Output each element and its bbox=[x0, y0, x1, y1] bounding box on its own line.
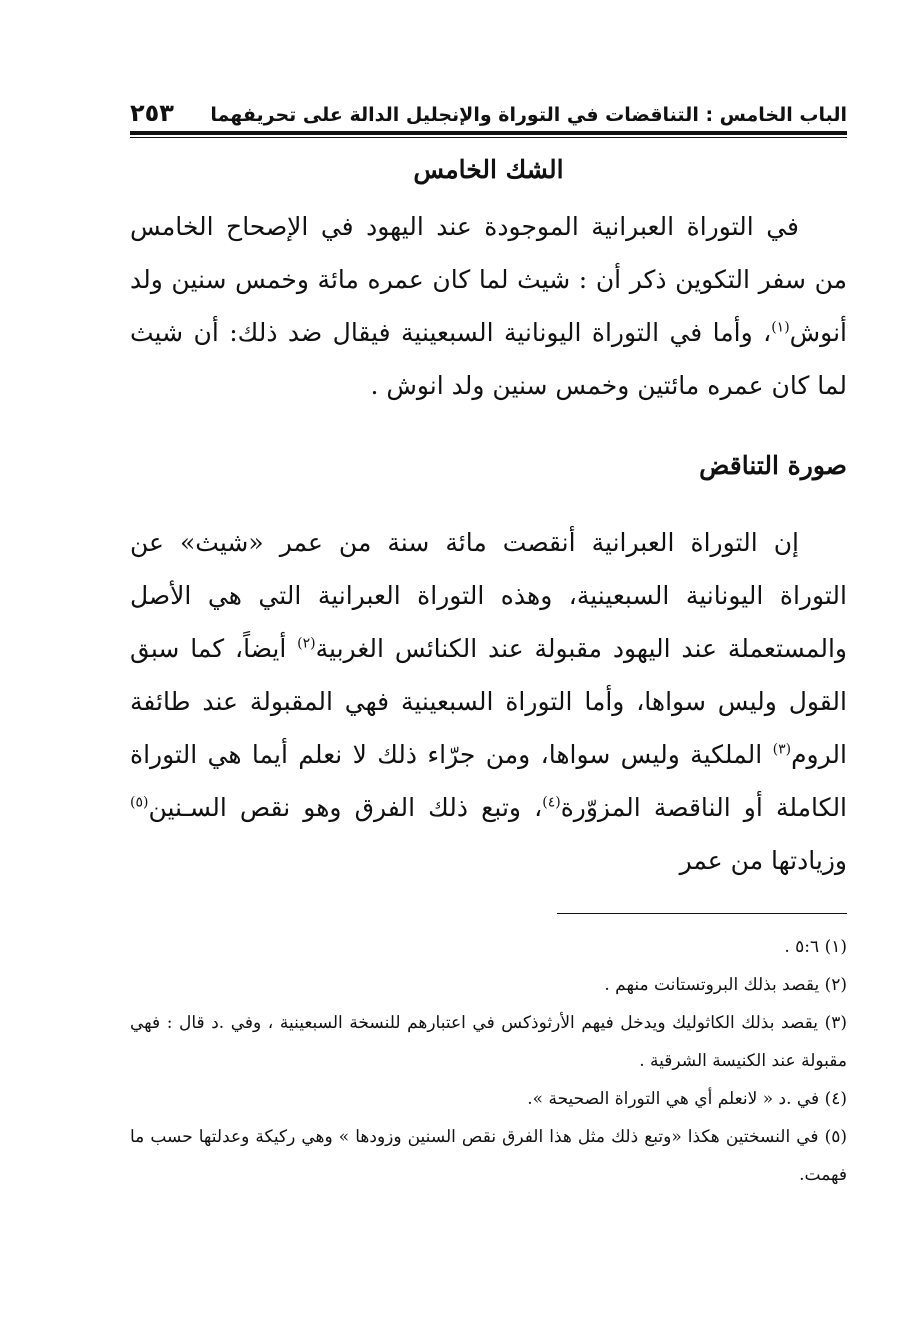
paragraph-1-text bbox=[130, 200, 847, 412]
footnote-ref-2: (٢) bbox=[297, 635, 316, 652]
running-title: الباب الخامس : التناقضات في التوراة والإنجليل الدالة على تحريفهما bbox=[210, 104, 847, 126]
footnote-ref-5: (٥) bbox=[130, 794, 149, 811]
paragraph-2 bbox=[130, 516, 847, 887]
paragraph-2-part-1: إن التوراة العبرانية أنقصت مائة سنة من عمر «شيث» عن التوراة اليونانية السبعينية، وهذه التوراة العبرانية التي هي الأصل والمستعملة عند اليهود مقبولة عند الكنائس الغربية bbox=[130, 528, 847, 663]
paragraph-1-part-2: ، وأما في التوراة اليونانية السبعينية فيقال ضد ذلك: أن شيث لما كان عمره مائتين وخمس سنين ولد انوش . bbox=[130, 318, 847, 400]
footnote-5: (٥) في النسختين هكذا «وتبع ذلك مثل هذا الفرق نقص السنين وزودها » وهي ركيكة وعدلتها حسب ما فهمت. bbox=[130, 1127, 847, 1185]
page-number: ٢٥٣ bbox=[130, 99, 174, 127]
paragraph-2-part-4: ، وتبع ذلك الفرق وهو نقص السـنين bbox=[148, 793, 543, 822]
paragraph-2-part-3: الملكية وليس سواها، ومن جرّاء ذلك لا نعلم أيما هي التوراة الكاملة أو الناقصة المزوّرة bbox=[130, 740, 848, 822]
header-rule-thick bbox=[130, 131, 847, 135]
footnote-ref-4: (٤) bbox=[542, 794, 561, 811]
footnote-4: (٤) في .د « لانعلم أي هي التوراة الصحيحة ». bbox=[527, 1089, 847, 1109]
paragraph-2-part-2: أيضاً، كما سبق القول وليس سواها، وأما التوراة السبعينية فهي المقبولة عند طائفة الروم bbox=[130, 634, 847, 769]
header-rule-thin bbox=[130, 137, 847, 138]
footnote-separator bbox=[557, 913, 847, 914]
section-title: الشك الخامس bbox=[413, 155, 564, 184]
footnote-3: (٣) يقصد بذلك الكاثوليك ويدخل فيهم الأرثوذكس في اعتبارهم للنسخة السبعينية ، وفي .د قال : فهي مقبولة عند الكنيسة الشرقية . bbox=[130, 1013, 847, 1071]
paragraph-1 bbox=[130, 200, 847, 412]
paragraph-1-part-1: في التوراة العبرانية الموجودة عند اليهود في الإصحاح الخامس من سفر التكوين ذكر أن : شيث لما كان عمره مائة وخمس سنين ولد أنوش bbox=[130, 212, 847, 347]
footnote-1: (١) ٥:٦ . bbox=[784, 937, 847, 957]
footnotes bbox=[130, 928, 847, 1194]
paragraph-2-text bbox=[130, 516, 847, 887]
subheading: صورة التناقض bbox=[699, 451, 847, 480]
footnote-2: (٢) يقصد بذلك البروتستانت منهم . bbox=[604, 975, 847, 995]
footnote-ref-3: (٣) bbox=[772, 741, 792, 758]
document-page bbox=[130, 85, 847, 1315]
running-header bbox=[130, 85, 847, 129]
footnote-ref-1: (١) bbox=[771, 319, 790, 336]
paragraph-2-part-5: وزيادتها من عمر bbox=[679, 846, 847, 875]
